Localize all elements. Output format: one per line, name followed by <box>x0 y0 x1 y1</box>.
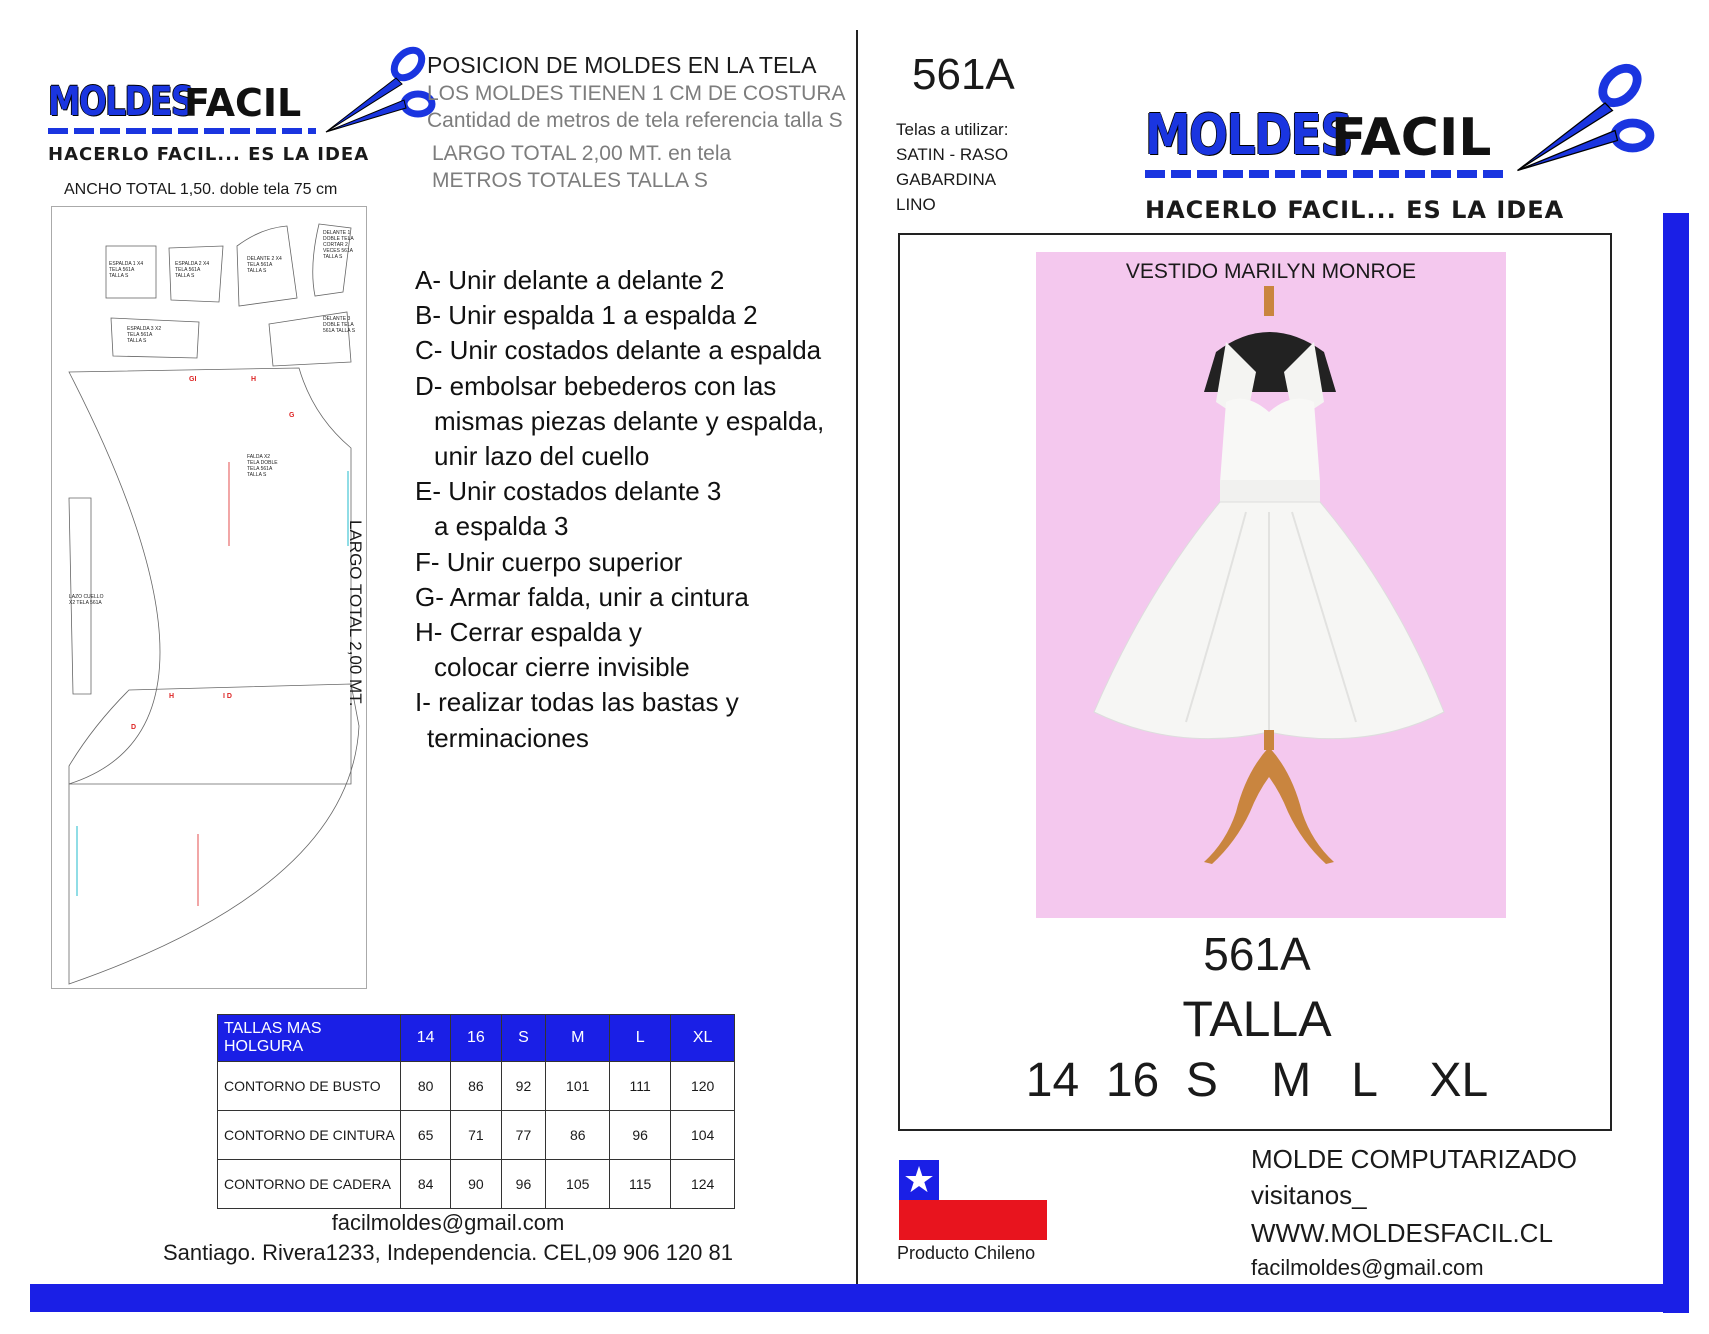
table-header-cell: 14 <box>401 1015 451 1062</box>
page-divider <box>856 30 858 1310</box>
flag-red-band <box>899 1200 1047 1240</box>
logo-dash-line <box>48 128 316 134</box>
seam-mark: H <box>169 693 175 700</box>
table-cell: 104 <box>671 1111 735 1160</box>
scissors-icon <box>1505 58 1655 188</box>
layout-heading: POSICION DE MOLDES EN LA TELA <box>427 52 817 78</box>
piece-label-falda: FALDA X2 TELA DOBLE TELA 561A TALLA S <box>247 454 278 478</box>
table-header-cell: XL <box>671 1015 735 1062</box>
logo-word-facil: FACIL <box>184 81 302 125</box>
photo-title: VESTIDO MARILYN MONROE <box>1125 260 1417 283</box>
available-sizes: 14 16 S M L XL <box>1025 1054 1489 1107</box>
total-meters-note: METROS TOTALES TALLA S <box>432 169 708 192</box>
table-header-cell: S <box>501 1015 546 1062</box>
instruction-line: A- Unir delante a delante 2 <box>415 265 725 295</box>
instruction-line: mismas piezas delante y espalda, <box>434 405 825 436</box>
seam-mark: H <box>251 376 257 383</box>
piece-label-espalda2: ESPALDA 2 X4 TELA 561A TALLA S <box>175 261 210 279</box>
logo-slogan: HACERLO FACIL... ES LA IDEA <box>48 144 370 165</box>
table-cell: CONTORNO DE CINTURA <box>218 1111 401 1160</box>
visit-label: visitanos_ <box>1251 1180 1367 1210</box>
size-table-header <box>218 1015 735 1062</box>
seam-mark: GI <box>189 376 197 383</box>
table-cell: 124 <box>671 1160 735 1209</box>
table-cell: 111 <box>610 1062 671 1111</box>
table-cell: 96 <box>610 1111 671 1160</box>
chile-flag <box>899 1160 1047 1240</box>
table-cell: 105 <box>546 1160 610 1209</box>
instruction-line: a espalda 3 <box>434 511 569 542</box>
instruction-line: D- embolsar bebederos con las <box>415 370 777 401</box>
table-header-cell: 16 <box>451 1015 501 1062</box>
instruction-line: C- Unir costados delante a espalda <box>415 335 822 366</box>
contact-address: Santiago. Rivera1233, Independencia. CEL,09 906 120 81 <box>163 1240 733 1265</box>
product-box <box>898 233 1612 1131</box>
total-width-label: ANCHO TOTAL 1,50. doble tela 75 cm <box>64 181 338 198</box>
model-code: 561A <box>912 50 1015 99</box>
piece-label-delante3: DELANTE 3 DOBLE TELA 561A TALLA S <box>323 316 356 334</box>
instruction-line: G- Armar falda, unir a cintura <box>415 581 749 612</box>
table-row <box>218 1062 735 1111</box>
fabrics-title: Telas a utilizar: <box>896 120 1009 139</box>
table-cell: 77 <box>501 1111 546 1160</box>
seam-mark: I D <box>223 693 232 700</box>
table-cell: 120 <box>671 1062 735 1111</box>
table-row <box>218 1160 735 1209</box>
piece-label-lazo: LAZO CUELLO X2 TELA 561A <box>69 594 104 606</box>
computerized-pattern: MOLDE COMPUTARIZADO <box>1251 1144 1577 1174</box>
flag-star-icon: ★ <box>902 1159 936 1200</box>
table-cell: 90 <box>451 1160 501 1209</box>
table-cell: 115 <box>610 1160 671 1209</box>
website-link[interactable]: WWW.MOLDESFACIL.CL <box>1251 1218 1553 1248</box>
table-header-cell: L <box>610 1015 671 1062</box>
instruction-line: E- Unir costados delante 3 <box>415 476 722 507</box>
instruction-line: colocar cierre invisible <box>434 652 690 683</box>
bottom-blue-bar <box>30 1284 1689 1312</box>
fabric-item: LINO <box>896 195 936 214</box>
assembly-instructions <box>415 263 855 756</box>
table-cell: 92 <box>501 1062 546 1111</box>
contact-email[interactable]: facilmoldes@gmail.com <box>331 1210 565 1235</box>
product-code-large: 561A <box>1203 928 1311 980</box>
fabric-reference-note: Cantidad de metros de tela referencia talla S <box>427 109 843 132</box>
right-contact-email[interactable]: facilmoldes@gmail.com <box>1251 1255 1484 1280</box>
table-cell: 65 <box>401 1111 451 1160</box>
total-length-note: LARGO TOTAL 2,00 MT. en tela <box>432 142 732 165</box>
instruction-line: F- Unir cuerpo superior <box>415 546 683 577</box>
instruction-line: I- realizar todas las bastas y <box>415 687 739 718</box>
table-row <box>218 1111 735 1160</box>
right-blue-bar <box>1663 213 1689 1313</box>
table-cell: CONTORNO DE BUSTO <box>218 1062 401 1111</box>
piece-label-espalda1: ESPALDA 1 X4 TELA 561A TALLA S <box>109 261 144 279</box>
table-header-cell: TALLAS MAS HOLGURA <box>218 1015 401 1062</box>
instruction-line: unir lazo del cuello <box>434 441 650 472</box>
fabric-item: SATIN - RASO <box>896 145 1009 164</box>
piece-label-espalda3: ESPALDA 3 X2 TELA 561A TALLA S <box>127 326 162 344</box>
instruction-line: H- Cerrar espalda y <box>415 617 642 648</box>
instruction-line: B- Unir espalda 1 a espalda 2 <box>415 300 758 331</box>
seam-mark: D <box>131 724 137 731</box>
logo-word-facil: FACIL <box>1331 108 1492 168</box>
logo-word-moldes: MOLDES <box>48 79 193 125</box>
table-cell: 80 <box>401 1062 451 1111</box>
product-photo <box>1036 252 1506 918</box>
table-cell: 84 <box>401 1160 451 1209</box>
table-cell: CONTORNO DE CADERA <box>218 1160 401 1209</box>
size-table <box>217 1014 735 1209</box>
logo-word-moldes: MOLDES <box>1145 103 1352 168</box>
fabric-item: GABARDINA <box>896 170 997 189</box>
logo-dash-line <box>1145 170 1505 178</box>
piece-label-delante2: DELANTE 2 X4 TELA 561A TALLA S <box>247 256 282 274</box>
total-length-label: LARGO TOTAL 2,00 MT. <box>346 520 365 707</box>
left-logo <box>48 78 438 168</box>
flag-caption: Producto Chileno <box>897 1243 1036 1263</box>
seam-mark: G <box>289 412 295 419</box>
pattern-layout <box>51 206 367 989</box>
size-label: TALLA <box>1182 991 1332 1047</box>
table-cell: 101 <box>546 1062 610 1111</box>
seam-note: LOS MOLDES TIENEN 1 CM DE COSTURA <box>427 82 846 105</box>
table-cell: 96 <box>501 1160 546 1209</box>
table-cell: 86 <box>451 1062 501 1111</box>
table-header-cell: M <box>546 1015 610 1062</box>
flag-white-band <box>939 1160 1047 1200</box>
right-logo <box>1145 103 1665 228</box>
piece-label-delante1: DELANTE 1 DOBLE TELA CORTAR 2 VECES 561A TALLA S <box>323 230 354 260</box>
table-cell: 86 <box>546 1111 610 1160</box>
logo-slogan: HACERLO FACIL... ES LA IDEA <box>1145 196 1565 224</box>
scissors-icon <box>316 44 436 144</box>
table-cell: 71 <box>451 1111 501 1160</box>
instruction-line: terminaciones <box>427 722 589 753</box>
dress-illustration <box>1036 252 1506 918</box>
